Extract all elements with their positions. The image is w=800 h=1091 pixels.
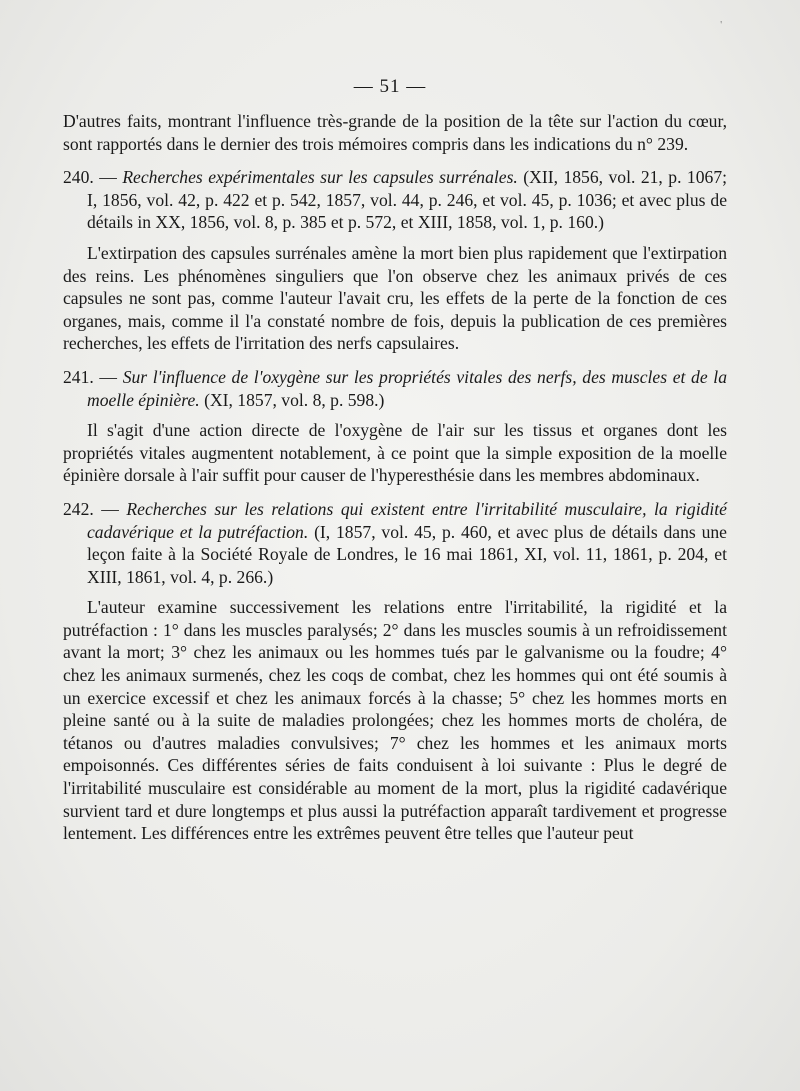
corner-mark: ' <box>720 20 722 31</box>
entry-242-number: 242. — <box>63 498 127 519</box>
entry-240-number: 240. — <box>63 167 123 188</box>
paragraph-240: L'extirpation des capsules surrénales amène la mort bien plus rapidement que l'extirpation des reins. Les phénomènes singuliers que l'on observe chez les animaux privés de ces capsules ne sont pas, comme l'auteur l'avait cru, les effets de la perte de la fonction de ces organes, mais, comme il l'a constaté nombre de fois, depuis la publication de ces premières recherches, les effets de l'irritation des nerfs capsulaires. <box>63 242 727 354</box>
entry-241 <box>63 366 727 411</box>
entry-240-title: Recherches expérimentales sur les capsules surrénales. <box>122 167 518 188</box>
entry-242-references: (I, 1857, vol. 45, p. 460, et avec plus de détails dans une leçon faite à la Société Royale de Londres, le 16 mai 1861, XI, vol. 11, 1861, p. 204, et XIII, 1861, vol. 4, p. 266.) <box>87 521 727 587</box>
body-text <box>63 110 727 845</box>
entry-240 <box>63 166 727 234</box>
page-number: — 51 — <box>353 76 427 97</box>
entry-242-title: Recherches sur les relations qui existent entre l'irritabilité musculaire, la rigidité cadavérique et la putréfaction. <box>87 498 727 542</box>
entry-240-references: (XII, 1856, vol. 21, p. 1067; I, 1856, vol. 42, p. 422 et p. 542, 1857, vol. 44, p. 246, et vol. 45, p. 1036; et avec plus de détails in XX, 1856, vol. 8, p. 385 et p. 572, et XIII, 1858, vol. 1, p. 160.) <box>87 167 727 233</box>
entry-241-references: (XI, 1857, vol. 8, p. 598.) <box>199 389 385 410</box>
paragraph-intro: D'autres faits, montrant l'influence très-grande de la position de la tête sur l'action du cœur, sont rapportés dans le dernier des trois mémoires compris dans les indications du n° 239. <box>63 111 727 154</box>
entry-242 <box>63 498 727 588</box>
entry-241-number: 241. — <box>63 366 123 387</box>
paragraph-241: Il s'agit d'une action directe de l'oxygène de l'air sur les tissus et organes dont les propriétés vitales augmentent notablement, à ce point que la simple exposition de la moelle épinière dorsale à l'air suffit pour causer de l'hyperesthésie dans les membres abdominaux. <box>63 420 727 486</box>
entry-241-title: Sur l'influence de l'oxygène sur les propriétés vitales des nerfs, des muscles et de la moelle épinière. <box>87 366 727 410</box>
paragraph-242: L'auteur examine successivement les relations entre l'irritabilité, la rigidité et la putréfaction : 1° dans les muscles paralysés; 2° dans les muscles soumis à un refroidissement avant la mort; 3° chez les animaux ou les hommes tués par le galvanisme ou la foudre; 4° chez les animaux surmenés, chez les coqs de combat, chez les hommes qui ont été soumis à un exercice excessif et chez les animaux forcés à la chasse; 5° chez les hommes morts en pleine santé ou à la suite de maladies prolongées; chez les hommes morts de choléra, de tétanos ou d'autres maladies convulsives; 7° chez les hommes et les animaux morts empoisonnés. Ces différentes séries de faits conduisent à loi suivante : Plus le degré de l'irritabilité musculaire est considérable au moment de la mort, plus la rigidité cadavérique survient tard et dure longtemps et plus aussi la putréfaction apparaît tardivement et progresse lentement. Les différences entre les extrêmes peuvent être telles que l'auteur peut <box>63 597 727 844</box>
